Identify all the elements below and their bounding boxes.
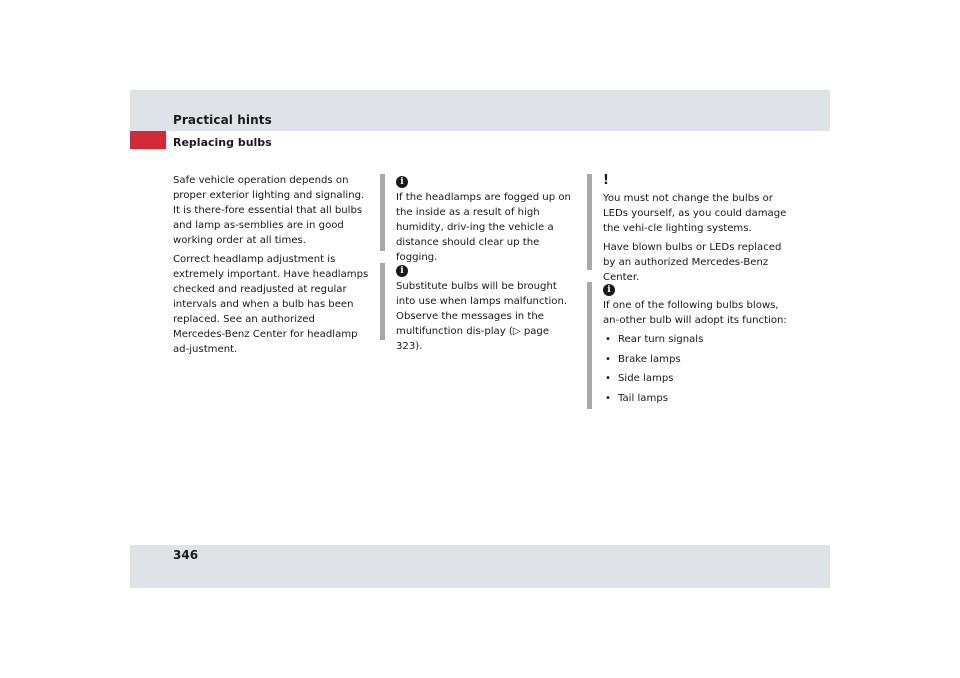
info-note-substitute-bulbs <box>380 263 578 352</box>
section-marker-tab <box>130 131 166 149</box>
bullet-icon: • <box>605 353 611 365</box>
warning-note-leds <box>587 173 793 283</box>
section-title: Practical hints <box>173 113 272 127</box>
warning-note-text-2: Have blown bulbs or LEDs replaced by an authorized Mercedes-Benz Center. <box>603 242 782 283</box>
bullet-icon: • <box>605 373 611 384</box>
body-paragraph-2: Correct headlamp adjustment is extremely important. Have headlamps checked and readjusted at regular intervals and when a bulb has been replaced. See an authorized Mercedes-Benz Center for headlamp ad-justment. <box>173 254 369 355</box>
warning-exclamation-icon: ! <box>603 173 609 188</box>
bullet-icon: • <box>605 334 611 345</box>
body-paragraph-1: Safe vehicle operation depends on proper exterior lighting and signaling. It is there-fore essential that all bulbs and lamp as-semblies are in good working order at all times. <box>173 175 365 246</box>
info-icon: i <box>396 176 408 188</box>
bullet-icon: • <box>605 392 611 404</box>
list-item: • Brake lamps <box>605 353 681 365</box>
page-number: 346 <box>173 548 199 562</box>
info-note-bulbs-text: If one of the following bulbs blows, an-other bulb will adopt its function: <box>603 300 787 326</box>
info-note-substitute-text: Substitute bulbs will be brought into use when lamps malfunction. Observe the messages in the multifunction dis-play (▷ page 323). <box>396 281 568 352</box>
info-note-fogging <box>380 174 578 263</box>
info-icon: i <box>603 284 615 296</box>
info-note-fogging-text: If the headlamps are fogged up on the inside as a result of high humidity, driv-ing the vehicle a distance should clear up the fogging. <box>396 192 571 263</box>
main-text-column <box>173 173 369 361</box>
info-note-bulb-substitution <box>587 282 793 409</box>
bulb-list <box>603 332 793 406</box>
list-item: • Rear turn signals <box>605 334 704 345</box>
warning-note-text-1: You must not change the bulbs or LEDs yourself, as you could damage the vehi-cle lighting systems. <box>603 193 787 234</box>
list-item: • Side lamps <box>605 373 674 384</box>
subsection-title: Replacing bulbs <box>173 136 272 149</box>
footer-band <box>130 545 830 588</box>
info-icon: i <box>396 265 408 277</box>
list-item: • Tail lamps <box>605 392 668 404</box>
